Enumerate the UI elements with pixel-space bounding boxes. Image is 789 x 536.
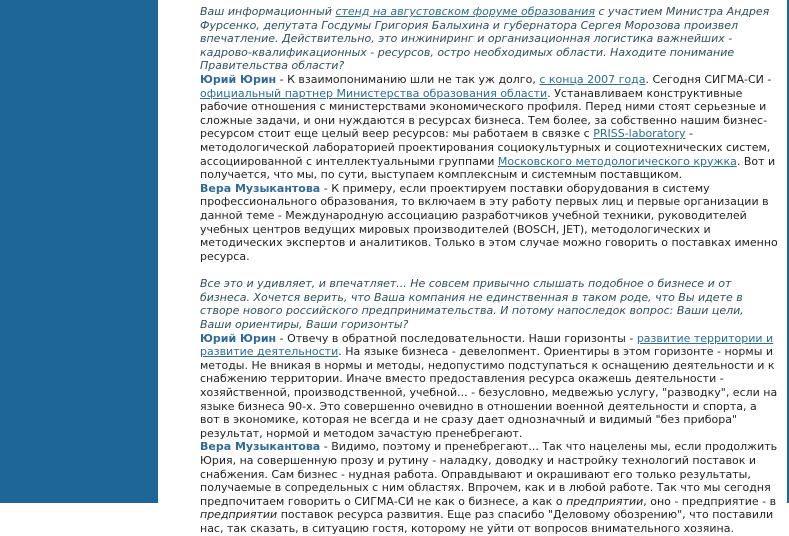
inline-link[interactable]: стенд на августовском форуме образования bbox=[335, 5, 595, 18]
text-segment: . На языке бизнеса - девелопмент. Ориентиры в этом горизонте - нормы и методы. Не вникая в нормы и методы, недопустимо подступаться к оснащению деятельности и к снабжению территории. Иначе вместо предоставления ресурса окажешь деятельности - хозяйственной, производственной, учебной... - безусловно, медвежью услугу, "разводку", если на языке бизнеса 90-х. Это совершенно очевидно в отношении военной деятельности и спорта, а вот в экономике, которая не всегда и не сразу дает однозначный и видимый "без прибора" результат, нормой и методом зачастую пренебрегают. bbox=[200, 345, 778, 440]
text-segment: , оно - предприятие - в bbox=[643, 494, 777, 508]
question-text: Ваш информационный bbox=[200, 5, 336, 18]
interviewer-question-2 bbox=[200, 277, 778, 331]
text-segment: - К взаимопониманию шли не так уж долго, bbox=[276, 72, 540, 86]
text-segment: - Видимо, поэтому и пренебрегают... Так что нацелены мы, если продолжить Юрия, на совершенную прозу и рутину - наладку, доводку и настройку технологий поставок и снабжения. Сам бизнес - нудная работа. Оправдывают и окрашивают его только результаты, получаемые в сопредельных с ним областях. Впрочем, как и в любой работе. Так что мы сегодня предпочитаем говорить о СИГМА-СИ не как о бизнесе, а как о bbox=[200, 440, 778, 508]
answer-muzykantova-1 bbox=[200, 182, 778, 264]
speaker-name: Вера Музыкантова bbox=[200, 440, 321, 454]
question-text: Все это и удивляет, и впечатляет... Не совсем привычно слышать подобное о бизнесе и от бизнеса. Хочется верить, что Ваша компания не единственная в таком роде, что Вы идете в створе нового российского предпринимательства. И потому напоследок вопрос: Ваши цели, Ваши ориентиры, Ваши горизонты? bbox=[200, 277, 744, 332]
answer-yurin-1 bbox=[200, 73, 778, 182]
emphasis-text: предприятии bbox=[200, 508, 278, 522]
inline-link[interactable]: PRISS-laboratory bbox=[593, 127, 686, 141]
inline-link[interactable]: Московского методологического кружка bbox=[497, 154, 737, 168]
answer-muzykantova-2 bbox=[200, 440, 778, 535]
interview-article bbox=[200, 5, 778, 536]
speaker-name: Юрий Юрин bbox=[200, 72, 277, 86]
speaker-name: Вера Музыкантова bbox=[200, 181, 321, 195]
inline-link[interactable]: с конца 2007 года bbox=[539, 72, 646, 86]
text-segment: поставок ресурса развития. Еще раз спасибо "Деловому обозрению", что поставили нас, так сказать, в ситуацию гостя, которому не уйти от вопросов внимательного хозяина. bbox=[200, 508, 774, 535]
inline-link[interactable]: официальный партнер Министерства образования области bbox=[200, 86, 548, 100]
answer-yurin-2 bbox=[200, 332, 778, 441]
text-segment: . Сегодня СИГМА-СИ - bbox=[645, 72, 772, 86]
text-segment: . Устанавливаем конструктивные рабочие отношения с министерствами экономического профиля. Перед ними стоят серьезные и сложные задачи, и они нуждаются в ресурсах бизнеса. Тем более, за собственно нашим бизнес-ресурсом стоит еще целый веер ресурсов: мы работаем в связке с bbox=[200, 86, 768, 141]
question-text: с участием Министра Андрея Фурсенко, депутата Госдумы Григория Балыхина и губернатора Сергея Морозова произвел впечатление. Действительно, это инжиниринг и организационная логистика важнейших - кадрово-квалификационных - ресурсов, остро необходимых области. Находите понимание Правительства области? bbox=[200, 5, 770, 73]
emphasis-text: предприятии bbox=[566, 494, 644, 508]
inline-link[interactable]: развитие территории и развитие деятельности bbox=[200, 331, 774, 359]
text-segment: - методологической лабораторией проектирования социокультурных и социотехнических систем, ассоциированной с интеллектуальными группами bbox=[200, 127, 771, 168]
left-sidebar-panel bbox=[0, 0, 158, 503]
text-segment: - Отвечу в обратной последовательности. Наши горизонты - bbox=[276, 331, 637, 345]
interviewer-question-1 bbox=[200, 5, 778, 73]
text-segment: . Вот и получается, что мы, по сути, выступаем комплексным и системным поставщиком. bbox=[200, 154, 776, 182]
speaker-name: Юрий Юрин bbox=[200, 331, 277, 345]
text-segment: - К примеру, если проектируем поставки оборудования в систему профессионального образования, то включаем в эту работу первых лиц и первые организации в данной теме - Международную ассоциацию разработчиков учебной техники, руководителей учебных центров ведущих мировых производителей (BOSCH, JET), методологических и методических экспертов и аналитиков. Только в этом случае можно говорить о поставках именно ресурса. bbox=[200, 181, 778, 263]
